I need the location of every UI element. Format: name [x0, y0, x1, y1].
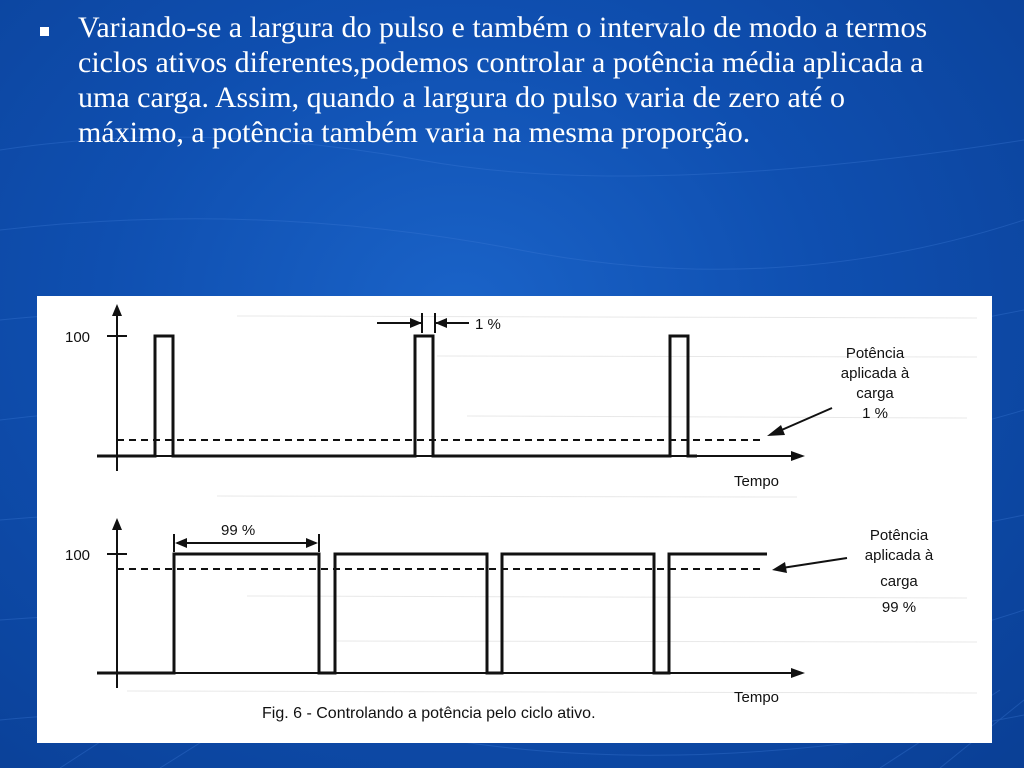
bullet-marker: [40, 27, 49, 36]
bottom-annotation-line-3: carga: [880, 573, 918, 590]
top-x-axis-label: Tempo: [734, 473, 780, 490]
top-y-axis-arrow: [112, 304, 122, 316]
top-plot: [65, 304, 910, 490]
top-annotation-line-3: carga: [856, 385, 894, 402]
top-annotation-line-1: Potência: [845, 345, 905, 362]
top-y-tick-label: 100: [65, 329, 91, 346]
top-x-axis-arrow: [791, 451, 805, 461]
bottom-x-axis-label: Tempo: [734, 689, 780, 706]
top-width-label: 1 %: [475, 316, 501, 333]
bottom-plot: [65, 518, 934, 706]
bottom-annotation-line-4: 99 %: [881, 599, 917, 616]
figure-caption: Fig. 6 - Controlando a potência pelo ciclo ativo.: [262, 705, 596, 722]
slide-body-text: Variando-se a largura do pulso e também o intervalo de modo a termos ciclos ativos diferentes,podemos controlar a potência média aplicada a uma carga. Assim, quando a largura do pulso varia de zero até o máximo, a potência também varia na mesma proporção.: [78, 11, 928, 149]
top-annotation-line-2: aplicada à: [840, 365, 910, 382]
top-power-annotation: [767, 345, 910, 436]
bottom-annotation-line-2: aplicada à: [864, 547, 934, 564]
bottom-pulse-waveform: [97, 554, 767, 673]
top-pulse-waveform: [97, 336, 697, 456]
bottom-width-label: 99 %: [221, 522, 256, 539]
bottom-annotation-line-1: Potência: [869, 527, 929, 544]
top-annotation-line-4: 1 %: [862, 405, 888, 422]
figure-panel: [37, 296, 992, 743]
bottom-y-axis-arrow: [112, 518, 122, 530]
bottom-y-tick-label: 100: [65, 547, 91, 564]
bottom-power-annotation: [772, 527, 934, 616]
bottom-x-axis-arrow: [791, 668, 805, 678]
